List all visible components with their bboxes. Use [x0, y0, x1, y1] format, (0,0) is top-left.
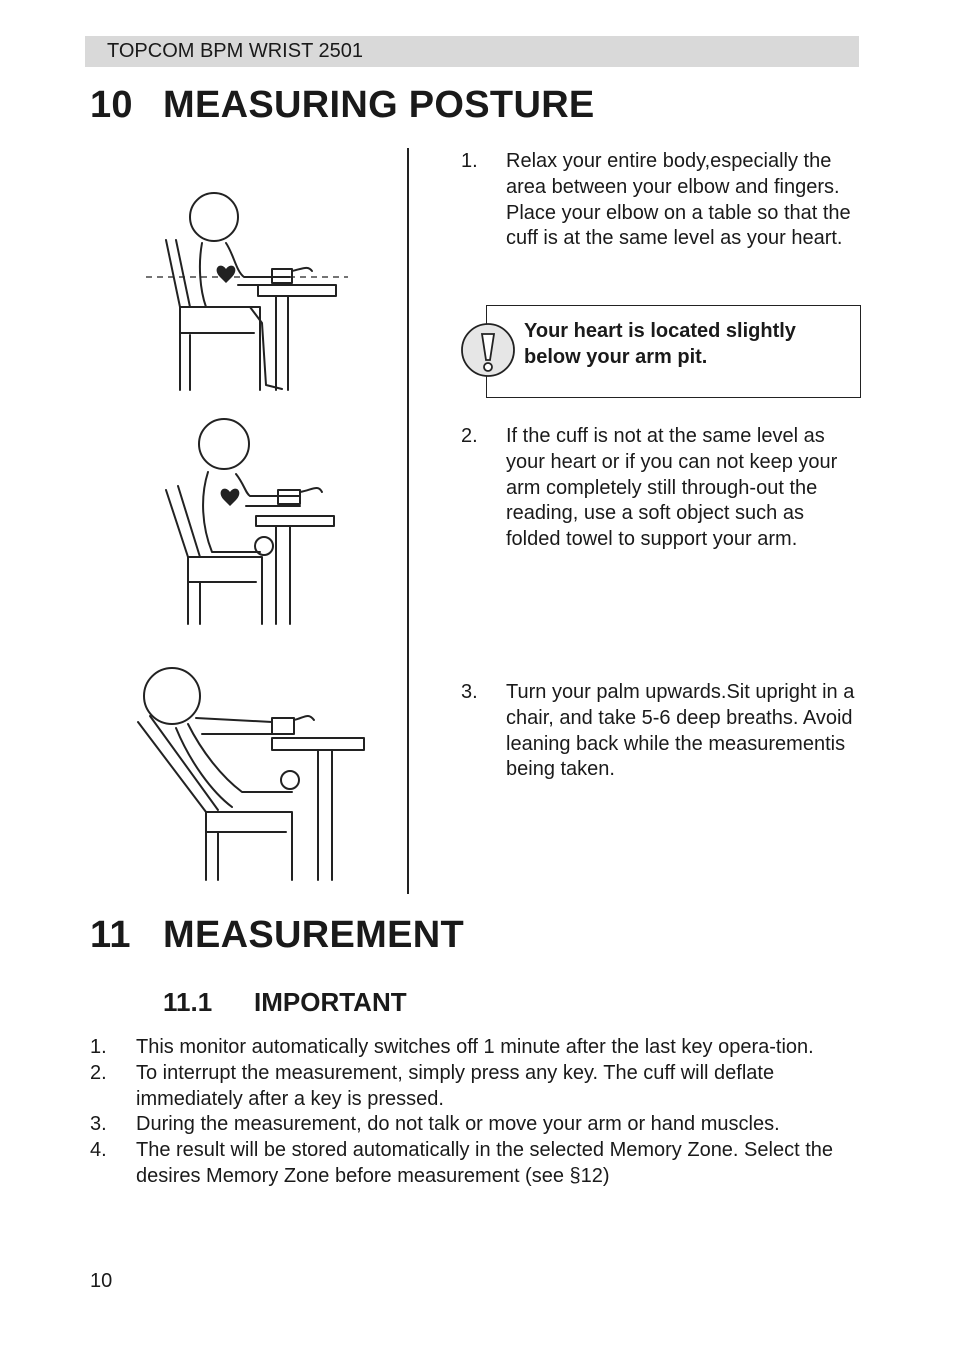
list-item: [90, 1035, 870, 1061]
list-item: [90, 1061, 870, 1113]
section-11-1-heading: [163, 987, 407, 1018]
section-11-number: 11: [90, 914, 131, 956]
step-number: 2.: [461, 425, 478, 447]
item-text: During the measurement, do not talk or move your arm or hand muscles.: [136, 1113, 780, 1136]
posture-figure-3: [132, 662, 372, 884]
section-11-1-title: IMPORTANT: [254, 987, 407, 1017]
list-item: [90, 1138, 870, 1190]
column-divider: [407, 148, 409, 894]
posture-figure-1: [140, 185, 350, 395]
list-item: [90, 1112, 870, 1138]
important-list: [90, 1035, 870, 1190]
item-number: 4.: [90, 1139, 107, 1162]
page-number: 10: [90, 1270, 113, 1292]
section-10-title: MEASURING POSTURE: [163, 84, 595, 126]
note-text: Your heart is located slightly below your arm pit.: [524, 320, 796, 368]
item-text: This monitor automatically switches off 1 minute after the last key opera-tion.: [136, 1036, 814, 1058]
step-number: 1.: [461, 150, 478, 172]
section-10-number: 10: [90, 84, 133, 126]
item-number: 2.: [90, 1061, 107, 1084]
item-text: The result will be stored automatically in the selected Memory Zone. Select the desires Memory Zone before measurement (see §12): [136, 1139, 833, 1187]
header-title: TOPCOM BPM WRIST 2501: [107, 40, 363, 62]
step-number: 3.: [461, 681, 478, 703]
step-text: Relax your entire body,especially the area between your elbow and fingers. Place your elbow on a table so that the cuff is at the same level as your heart.: [506, 150, 851, 250]
section-10-heading: [90, 84, 595, 127]
posture-figure-2: [160, 412, 340, 627]
exclamation-icon: [460, 322, 516, 378]
item-text: To interrupt the measurement, simply press any key. The cuff will deflate immediately after a key is pressed.: [136, 1061, 775, 1110]
step-text: If the cuff is not at the same level as your heart or if you can not keep your arm completely still through-out the reading, use a soft object such as folded towel to support your arm.: [506, 425, 838, 551]
item-number: 3.: [90, 1113, 107, 1136]
item-number: 1.: [90, 1036, 107, 1058]
section-11-heading: [90, 914, 464, 957]
section-11-title: MEASUREMENT: [163, 914, 464, 956]
section-11-1-number: 11.1: [163, 987, 213, 1017]
step-text: Turn your palm upwards.Sit upright in a chair, and take 5-6 deep breaths. Avoid leaning back while the measurementis being taken.: [506, 681, 855, 781]
